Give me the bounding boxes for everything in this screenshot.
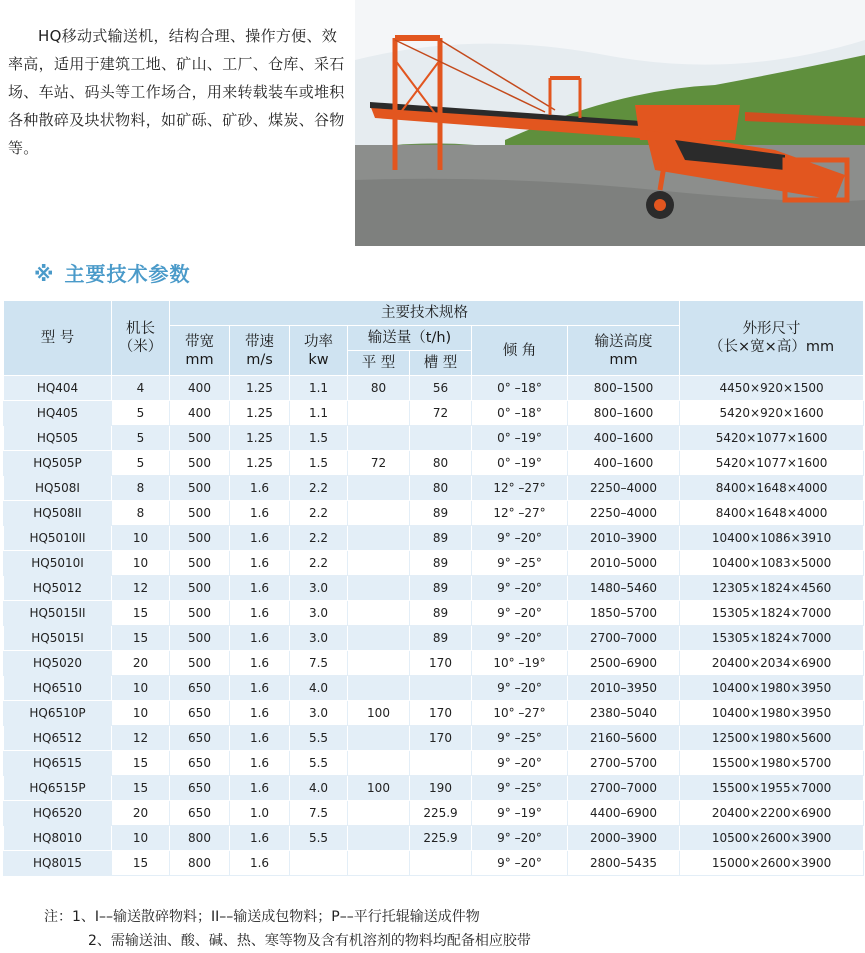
table-row [4,376,864,401]
cell-belt-width: 500 [170,501,230,526]
cell-height: 2010–5000 [568,551,680,576]
cell-height: 2800–5435 [568,851,680,876]
cell-capacity-trough: 170 [410,651,472,676]
cell-capacity-trough: 80 [410,451,472,476]
header-capacity-trough: 槽 型 [410,351,472,376]
cell-power: 5.5 [290,826,348,851]
cell-model: HQ6510P [4,701,112,726]
cell-length: 5 [112,426,170,451]
cell-belt-speed: 1.6 [230,726,290,751]
header-angle: 倾 角 [472,326,568,376]
cell-belt-speed: 1.6 [230,576,290,601]
header-main-specs: 主要技术规格 [170,301,680,326]
cell-model: HQ8010 [4,826,112,851]
cell-model: HQ405 [4,401,112,426]
cell-model: HQ8015 [4,851,112,876]
cell-belt-speed: 1.6 [230,526,290,551]
cell-dimensions: 10400×1086×3910 [680,526,864,551]
cell-dimensions: 15305×1824×7000 [680,626,864,651]
cell-dimensions: 15305×1824×7000 [680,601,864,626]
table-row [4,526,864,551]
spec-table-wrapper [3,300,863,876]
cell-power: 1.5 [290,426,348,451]
cell-dimensions: 15500×1980×5700 [680,751,864,776]
cell-length: 8 [112,501,170,526]
cell-capacity-trough: 89 [410,526,472,551]
spec-table-body [4,376,864,876]
cell-dimensions: 10500×2600×3900 [680,826,864,851]
cell-dimensions: 12305×1824×4560 [680,576,864,601]
cell-model: HQ404 [4,376,112,401]
cell-capacity-trough: 89 [410,576,472,601]
cell-belt-speed: 1.25 [230,451,290,476]
cell-height: 2160–5600 [568,726,680,751]
cell-angle: 9° –20° [472,576,568,601]
cell-belt-speed: 1.6 [230,551,290,576]
cell-capacity-flat [348,476,410,501]
cell-power: 7.5 [290,801,348,826]
cell-belt-width: 800 [170,851,230,876]
cell-length: 15 [112,601,170,626]
cell-length: 10 [112,526,170,551]
cell-capacity-trough [410,751,472,776]
cell-length: 5 [112,451,170,476]
cell-model: HQ5015II [4,601,112,626]
cell-belt-speed: 1.0 [230,801,290,826]
cell-belt-speed: 1.6 [230,776,290,801]
cell-power: 3.0 [290,601,348,626]
header-dimensions: 外形尺寸 （长×宽×高）mm [680,301,864,376]
cell-length: 10 [112,701,170,726]
cell-dimensions: 20400×2034×6900 [680,651,864,676]
section-mark-icon: ※ [34,262,55,286]
cell-power: 3.0 [290,701,348,726]
cell-length: 15 [112,776,170,801]
spec-table [3,300,864,876]
cell-capacity-trough: 170 [410,726,472,751]
cell-height: 2010–3900 [568,526,680,551]
cell-capacity-trough: 89 [410,601,472,626]
cell-model: HQ6515P [4,776,112,801]
cell-power: 5.5 [290,726,348,751]
cell-dimensions: 5420×1077×1600 [680,451,864,476]
conveyor-photo [355,0,865,246]
section-title [34,258,190,287]
header-height: 输送高度 mm [568,326,680,376]
cell-belt-speed: 1.25 [230,376,290,401]
cell-model: HQ5015I [4,626,112,651]
cell-belt-width: 500 [170,451,230,476]
cell-model: HQ5010II [4,526,112,551]
cell-belt-speed: 1.6 [230,601,290,626]
cell-belt-speed: 1.6 [230,651,290,676]
cell-length: 20 [112,651,170,676]
cell-angle: 12° –27° [472,501,568,526]
cell-capacity-trough: 225.9 [410,801,472,826]
table-row [4,701,864,726]
cell-model: HQ505P [4,451,112,476]
cell-power: 1.1 [290,401,348,426]
cell-height: 400–1600 [568,426,680,451]
cell-angle: 9° –25° [472,776,568,801]
cell-capacity-flat [348,576,410,601]
cell-capacity-flat [348,826,410,851]
cell-capacity-flat [348,401,410,426]
cell-height: 2250–4000 [568,501,680,526]
cell-belt-width: 650 [170,776,230,801]
table-row [4,451,864,476]
cell-capacity-flat [348,726,410,751]
cell-belt-width: 800 [170,826,230,851]
cell-length: 20 [112,801,170,826]
cell-capacity-trough: 190 [410,776,472,801]
cell-model: HQ5010I [4,551,112,576]
table-row [4,501,864,526]
cell-capacity-trough: 170 [410,701,472,726]
cell-height: 2500–6900 [568,651,680,676]
cell-model: HQ508I [4,476,112,501]
cell-height: 2380–5040 [568,701,680,726]
cell-belt-width: 500 [170,526,230,551]
cell-belt-width: 500 [170,551,230,576]
cell-belt-width: 500 [170,651,230,676]
cell-angle: 9° –19° [472,801,568,826]
cell-power: 2.2 [290,501,348,526]
cell-angle: 9° –20° [472,751,568,776]
cell-model: HQ6515 [4,751,112,776]
cell-height: 2000–3900 [568,826,680,851]
cell-length: 12 [112,576,170,601]
cell-belt-width: 400 [170,376,230,401]
table-row [4,726,864,751]
table-row [4,476,864,501]
cell-capacity-flat [348,551,410,576]
cell-length: 10 [112,551,170,576]
cell-capacity-trough: 72 [410,401,472,426]
cell-length: 4 [112,376,170,401]
cell-belt-width: 500 [170,601,230,626]
cell-capacity-flat [348,601,410,626]
cell-angle: 10° –27° [472,701,568,726]
cell-angle: 9° –25° [472,551,568,576]
table-row [4,551,864,576]
cell-belt-speed: 1.25 [230,426,290,451]
table-row [4,601,864,626]
header-belt-width: 带宽 mm [170,326,230,376]
cell-height: 2700–7000 [568,776,680,801]
table-row [4,426,864,451]
cell-power: 4.0 [290,776,348,801]
note-line-2: 2、需输送油、酸、碱、热、寒等物及含有机溶剂的物料均配备相应胶带 [88,933,531,949]
cell-height: 2250–4000 [568,476,680,501]
cell-capacity-trough [410,426,472,451]
cell-capacity-flat [348,801,410,826]
cell-model: HQ505 [4,426,112,451]
cell-angle: 10° –19° [472,651,568,676]
cell-capacity-flat [348,676,410,701]
cell-dimensions: 15500×1955×7000 [680,776,864,801]
cell-angle: 9° –20° [472,851,568,876]
cell-dimensions: 4450×920×1500 [680,376,864,401]
cell-model: HQ6512 [4,726,112,751]
cell-capacity-trough: 56 [410,376,472,401]
table-row [4,651,864,676]
cell-length: 15 [112,751,170,776]
cell-length: 8 [112,476,170,501]
cell-length: 5 [112,401,170,426]
cell-dimensions: 10400×1980×3950 [680,701,864,726]
cell-length: 10 [112,676,170,701]
cell-capacity-flat: 100 [348,701,410,726]
cell-capacity-trough [410,851,472,876]
table-row [4,751,864,776]
cell-capacity-trough [410,676,472,701]
cell-height: 2700–7000 [568,626,680,651]
cell-length: 15 [112,626,170,651]
cell-belt-width: 650 [170,726,230,751]
table-row [4,826,864,851]
cell-belt-width: 650 [170,751,230,776]
cell-dimensions: 10400×1980×3950 [680,676,864,701]
notes [44,905,531,953]
cell-belt-width: 500 [170,576,230,601]
table-row [4,776,864,801]
cell-belt-speed: 1.6 [230,501,290,526]
cell-power: 2.2 [290,526,348,551]
cell-model: HQ6520 [4,801,112,826]
header-power: 功率 kw [290,326,348,376]
table-row [4,676,864,701]
header-length: 机长 （米） [112,301,170,376]
cell-capacity-trough: 89 [410,626,472,651]
cell-belt-speed: 1.6 [230,701,290,726]
cell-belt-width: 650 [170,801,230,826]
header-model: 型 号 [4,301,112,376]
cell-capacity-flat [348,426,410,451]
cell-belt-speed: 1.6 [230,676,290,701]
cell-height: 2010–3950 [568,676,680,701]
cell-capacity-flat [348,626,410,651]
cell-dimensions: 8400×1648×4000 [680,501,864,526]
cell-capacity-flat: 80 [348,376,410,401]
cell-power: 3.0 [290,576,348,601]
intro-paragraph: HQ移动式输送机，结构合理、操作方便、效率高，适用于建筑工地、矿山、工厂、仓库、采石场、车站、码头等工作场合，用来转载装车或堆积各种散碎及块状物料，如矿砾、矿砂、煤炭、谷物等。 [8,27,345,157]
cell-length: 15 [112,851,170,876]
cell-angle: 9° –25° [472,726,568,751]
header-capacity: 输送量（t/h) [348,326,472,351]
cell-length: 12 [112,726,170,751]
cell-height: 1850–5700 [568,601,680,626]
cell-angle: 0° –19° [472,451,568,476]
cell-capacity-flat [348,651,410,676]
cell-angle: 9° –20° [472,676,568,701]
cell-power: 3.0 [290,626,348,651]
cell-dimensions: 15000×2600×3900 [680,851,864,876]
cell-angle: 0° –18° [472,401,568,426]
table-row [4,626,864,651]
cell-belt-width: 500 [170,426,230,451]
cell-model: HQ508II [4,501,112,526]
cell-angle: 9° –20° [472,601,568,626]
cell-belt-speed: 1.25 [230,401,290,426]
cell-capacity-flat: 100 [348,776,410,801]
cell-capacity-trough: 80 [410,476,472,501]
cell-belt-speed: 1.6 [230,626,290,651]
cell-model: HQ5020 [4,651,112,676]
cell-capacity-trough: 225.9 [410,826,472,851]
cell-model: HQ5012 [4,576,112,601]
cell-belt-width: 650 [170,676,230,701]
cell-belt-width: 500 [170,626,230,651]
cell-dimensions: 5420×920×1600 [680,401,864,426]
cell-dimensions: 5420×1077×1600 [680,426,864,451]
cell-dimensions: 8400×1648×4000 [680,476,864,501]
cell-belt-width: 400 [170,401,230,426]
cell-belt-speed: 1.6 [230,826,290,851]
section-title-text: 主要技术参数 [64,262,191,286]
conveyor-illustration [355,0,865,246]
cell-capacity-trough: 89 [410,551,472,576]
cell-power: 5.5 [290,751,348,776]
cell-power [290,851,348,876]
cell-angle: 9° –20° [472,526,568,551]
cell-angle: 9° –20° [472,626,568,651]
cell-capacity-flat [348,501,410,526]
table-row [4,801,864,826]
cell-power: 4.0 [290,676,348,701]
cell-belt-speed: 1.6 [230,751,290,776]
header-capacity-flat: 平 型 [348,351,410,376]
cell-height: 2700–5700 [568,751,680,776]
cell-capacity-flat [348,751,410,776]
cell-power: 7.5 [290,651,348,676]
cell-belt-width: 650 [170,701,230,726]
cell-angle: 9° –20° [472,826,568,851]
cell-dimensions: 12500×1980×5600 [680,726,864,751]
cell-height: 800–1500 [568,376,680,401]
cell-height: 4400–6900 [568,801,680,826]
cell-angle: 12° –27° [472,476,568,501]
cell-angle: 0° –19° [472,426,568,451]
cell-height: 400–1600 [568,451,680,476]
cell-height: 800–1600 [568,401,680,426]
cell-height: 1480–5460 [568,576,680,601]
cell-model: HQ6510 [4,676,112,701]
cell-angle: 0° –18° [472,376,568,401]
table-row [4,576,864,601]
cell-capacity-flat: 72 [348,451,410,476]
cell-belt-speed: 1.6 [230,476,290,501]
cell-length: 10 [112,826,170,851]
cell-power: 2.2 [290,551,348,576]
note-line-1: 注：1、I––输送散碎物料；II––输送成包物料；P––平行托辊输送成件物 [44,909,480,925]
cell-capacity-flat [348,851,410,876]
cell-dimensions: 10400×1083×5000 [680,551,864,576]
cell-belt-speed: 1.6 [230,851,290,876]
cell-dimensions: 20400×2200×6900 [680,801,864,826]
cell-power: 1.5 [290,451,348,476]
header-belt-speed: 带速 m/s [230,326,290,376]
cell-belt-width: 500 [170,476,230,501]
cell-power: 1.1 [290,376,348,401]
cell-capacity-trough: 89 [410,501,472,526]
table-row [4,401,864,426]
table-row [4,851,864,876]
cell-power: 2.2 [290,476,348,501]
cell-capacity-flat [348,526,410,551]
